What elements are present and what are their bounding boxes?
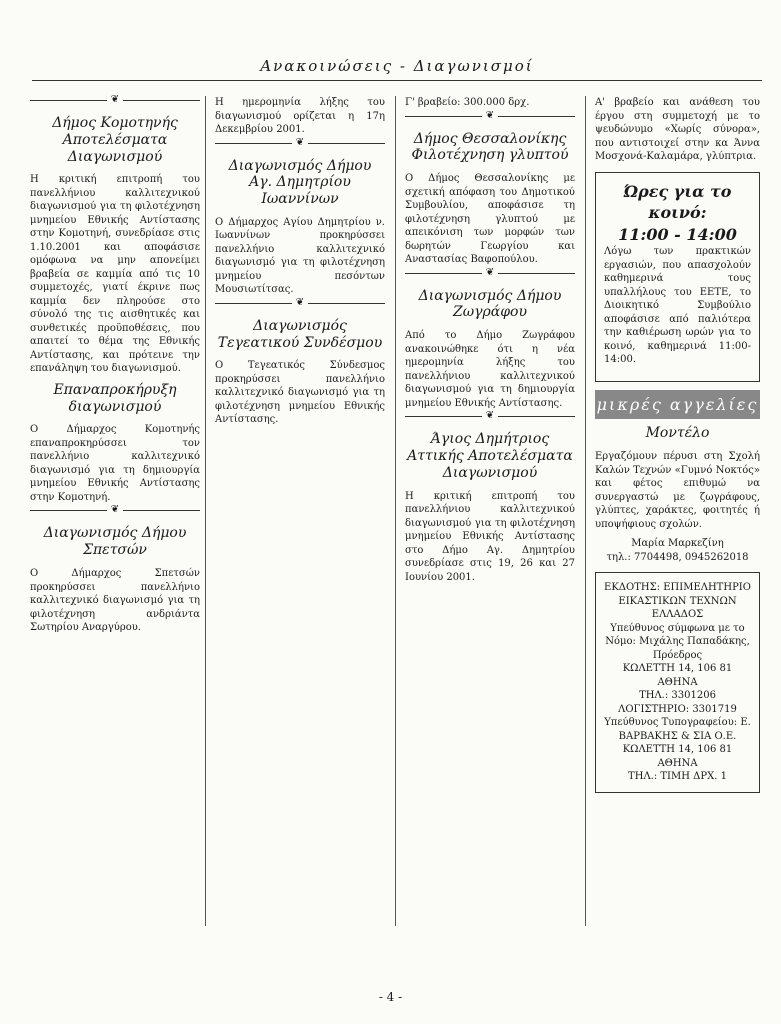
ornament-divider: ❦ [405,273,575,282]
hours-value: 11:00 - 14:00 [618,224,737,244]
ad-title: Μοντέλο [645,425,710,442]
article-text: Ο Τεγεατικός Σύνδεσμος προκηρύσσει πανελλήνιο καλλιτεχνικό διαγωνισμό για τη φιλοτέχνηση μνημείου Εθνικής Αντίστασης. [215,360,385,426]
publisher-line: ΛΟΓΙΣΤΗΡΙΟ: 3301719 [618,703,737,715]
page-number: - 4 - [378,990,403,1004]
ornament-divider: ❦ [30,100,200,109]
column-1 [30,96,200,641]
publisher-line: ΤΗΛ.: ΤΙΜΗ ΔΡΧ. 1 [628,771,727,783]
article-text: Από το Δήμο Ζωγράφου ανακοινώθηκε ότι η νέα ημερομηνία λήξης του πανελλήνιου καλλιτεχνικού διαγωνισμού για τη δημιουργία μνημείου Εθνικής Αντίστασης. [405,330,575,409]
column-4 [595,96,760,793]
column-divider [205,96,206,926]
hours-box [595,172,760,382]
article-text: Α' βραβείο και ανάθεση του έργου στη συμμετοχή με το ψευδώνυμο «Χωρίς σύνορα», που αντιστοιχεί στην κα Άννα Μοσχονά-Καλαμάρα, γλύπτρια. [595,97,760,162]
article-heading: Δήμος Θεσσαλονίκης Φιλοτέχνηση γλυπτού [411,130,569,164]
ornament-divider: ❦ [215,303,385,312]
classifieds-banner: μικρές αγγελίες [595,390,760,420]
article-heading: Δήμος Κομοτηνής Αποτελέσματα Διαγωνισμού [52,115,178,165]
article-text: Ο Δήμος Θεσσαλονίκης με σχετική απόφαση του Δημοτικού Συμβουλίου, αποφάσισε τη φιλοτέχνηση γλυπτού με απεικόνιση των μορφών των δωρητών Γεωργίου και Αναστασίας Βαφοπούλου. [405,173,575,266]
publisher-line: Υπεύθυνος Τυπογραφείου: Ε. ΒΑΡΒΑΚΗΣ & ΣΙΑ Ο.Ε. [604,717,751,742]
article-text: Η ημερομηνία λήξης του διαγωνισμού ορίζεται η 17η Δεκεμβρίου 2001. [215,97,385,135]
publisher-line: ΤΗΛ.: 3301206 [639,690,716,702]
article-heading: Διαγωνισμός Δήμου Σπετσών [43,525,187,559]
page-header [32,52,762,81]
article-heading: Διαγωνισμός Τεγεατικού Συνδέσμου [217,317,383,351]
article-text: Η κριτική επιτροπή του πανελλήνιου καλλιτεχνικού διαγωνισμού για τη φιλοτέχνηση μνημείου Εθνικής Αντίστασης στην Κομοτηνή, συνεδρίασε στις 1.10.2001 και αποφάσισε ομόφωνα να μην απονείμει βραβεία σε καμμία από τις 10 συμμετοχές, γιατί έκρινε πως καμμία δεν πληρούσε στο σύνολό της τις αισθητικές και συνθετικές προϋποθέσεις, που απαιτεί το θέμα της Εθνικής Αντίστασης, και πρότεινε την επανάληψη του διαγωνισμού. [30,174,200,375]
publisher-line: Υπεύθυνος σύμφωνα με το Νόμο: Μιχάλης Παπαδάκης, Πρόεδρος [605,622,750,661]
ornament-divider: ❦ [215,143,385,152]
hours-text: Λόγω των πρακτικών εργασιών, που απασχολούν καθημερινά τους υπαλλήλους του ΕΕΤΕ, το Διοικητικό Συμβούλιο αποφάσισε από παλιότερα την καθιέρωση ωρών για το κοινό, καθημερινά 11:00-14:00. [604,246,751,366]
publisher-box [595,572,760,793]
article-heading: Άγιος Δημήτριος Αττικής Αποτελέσματα Διαγωνισμού [407,431,573,481]
column-divider [395,96,396,926]
article-text: Γ' βραβείο: 300.000 δρχ. [405,97,530,108]
column-2 [215,96,385,433]
article-text: Ο Δήμαρχος Κομοτηνής επαναπροκηρύσσει τον πανελλήνιο καλλιτεχνικό διαγωνισμό για τη δημιουργία μνημείου Εθνικής Αντίστασης στην Κομοτηνή. [30,424,200,503]
page-header-title: Ανακοινώσεις - Διαγωνισμοί [260,57,534,75]
ornament-divider: ❦ [30,510,200,519]
ad-phone: τηλ.: 7704498, 0945262018 [606,551,749,563]
article-text: Ο Δήμαρχος Αγίου Δημητρίου ν. Ιωαννίνων προκηρύσσει πανελλήνιο καλλιτεχνικό διαγωνισμό για τη φιλοτέχνηση μνημείου πεσόντων Μουσιωτίτσας. [215,216,385,296]
article-heading: Διαγωνισμός Δήμου Αγ. Δημητρίου Ιωαννίνων [228,157,372,208]
ornament-divider: ❦ [405,116,575,125]
hours-title: Ώρες για το κοινό: [623,181,732,223]
ad-name: Μαρία Μαρκεζίνη [631,538,724,550]
ornament-divider: ❦ [405,416,575,425]
column-3 [405,96,575,590]
publisher-line: ΚΩΛΕΤΤΗ 14, 106 81 ΑΘΗΝΑ [622,744,733,769]
article-text: Η κριτική επιτροπή του πανελλήνιου καλλιτεχνικού διαγωνισμού για τη φιλοτέχνηση μνημείου Εθνικής Αντίστασης στο Δήμο Αγ. Δημητρίου συνεδρίασε στις 19, 26 και 27 Ιουνίου 2001. [405,490,575,583]
column-divider [585,96,586,926]
article-text: Ο Δήμαρχος Σπετσών προκηρύσσει πανελλήνιο καλλιτεχνικό διαγωνισμό για τη φιλοτέχνηση ανδριάντα Σωτηρίου Αναργύρου. [30,568,200,634]
ad-text: Εργαζόμουν πέρυσι στη Σχολή Καλών Τεχνών «Γυμνό Νοκτός» και φέτος επιθυμώ να συνεργαστώ με ζωγράφους, γλύπτες, χαράκτες, φοιτητές ή υποψήφιους σχολών. [595,451,760,530]
article-heading: Επαναπροκήρυξη διαγωνισμού [53,381,177,415]
publisher-line: ΚΩΛΕΤΤΗ 14, 106 81 ΑΘΗΝΑ [622,663,733,688]
article-heading: Διαγωνισμός Δήμου Ζωγράφου [418,287,562,321]
publisher-line: ΕΚΔΟΤΗΣ: ΕΠΙΜΕΛΗΤΗΡΙΟ ΕΙΚΑΣΤΙΚΩΝ ΤΕΧΝΩΝ ΕΛΛΑΔΟΣ [604,582,751,621]
